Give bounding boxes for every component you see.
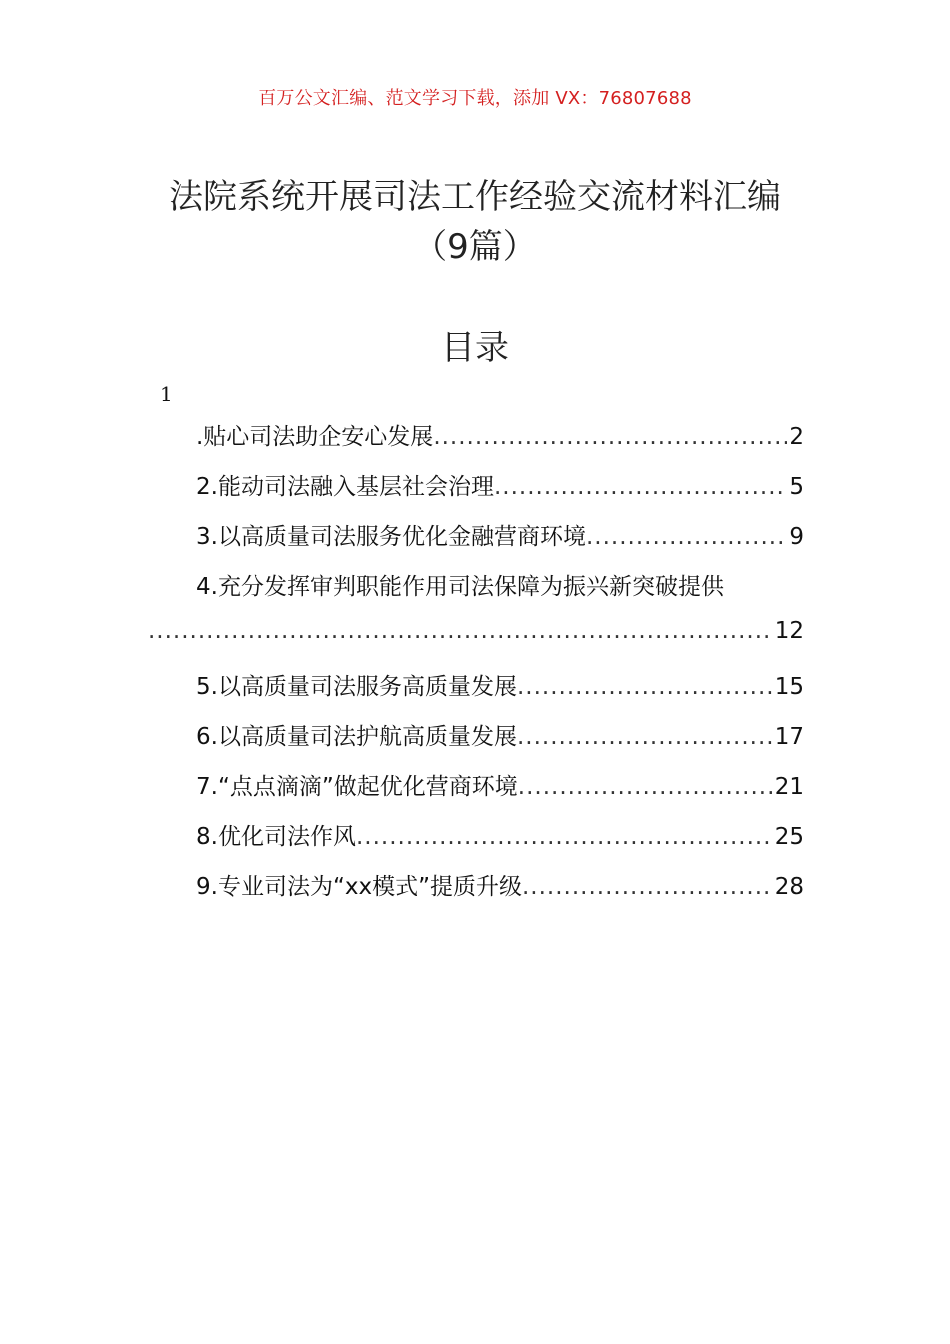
dot-leader (517, 724, 773, 750)
dot-leader (356, 824, 773, 850)
dot-leader (518, 774, 773, 800)
toc-entry-4-line-1[interactable] (148, 568, 804, 618)
dot-leader (148, 618, 773, 644)
dot-leader (433, 424, 787, 450)
toc-entry-5[interactable] (148, 668, 804, 718)
toc-entry-page: 25 (774, 824, 804, 850)
toc-entry-label: 5.以高质量司法服务高质量发展 (196, 674, 517, 700)
toc-entry-page: 5 (789, 474, 804, 500)
toc-entry-6[interactable] (148, 718, 804, 768)
toc-heading: 目录 (441, 328, 509, 368)
toc-entry-label: 9.专业司法为“xx模式”提质升级 (196, 874, 522, 900)
dot-leader (522, 874, 773, 900)
toc-entry-label: 2.能动司法融入基层社会治理 (196, 474, 494, 500)
toc-entry-1[interactable] (148, 418, 804, 468)
table-of-contents (148, 418, 804, 918)
title-line-1: 法院系统开展司法工作经验交流材料汇编 (169, 177, 781, 217)
document-title (0, 172, 950, 272)
toc-entry-9[interactable] (148, 868, 804, 918)
toc-entry-3[interactable] (148, 518, 804, 568)
toc-entry-label: 4.充分发挥审判职能作用司法保障为振兴新突破提供 (196, 574, 724, 600)
toc-entry-page: 12 (774, 618, 804, 644)
promo-header: 百万公文汇编、范文学习下载，添加 VX：76807688 (258, 88, 692, 109)
toc-entry-page: 28 (774, 874, 804, 900)
toc-entry-page: 9 (789, 524, 804, 550)
toc-entry-page: 2 (789, 424, 804, 450)
toc-entry-2[interactable] (148, 468, 804, 518)
title-line-2: （9篇） (413, 227, 537, 267)
toc-entry-page: 17 (774, 724, 804, 750)
toc-entry-label: 7.“点点滴滴”做起优化营商环境 (196, 774, 518, 800)
toc-entry-4-line-2[interactable] (148, 618, 804, 668)
stray-number: 1 (160, 382, 173, 406)
toc-entry-7[interactable] (148, 768, 804, 818)
toc-entry-page: 21 (774, 774, 804, 800)
toc-entry-label: 3.以高质量司法服务优化金融营商环境 (196, 524, 586, 550)
toc-entry-8[interactable] (148, 818, 804, 868)
dot-leader (586, 524, 787, 550)
toc-entry-label: .贴心司法助企安心发展 (196, 424, 434, 450)
toc-entry-label: 6.以高质量司法护航高质量发展 (196, 724, 517, 750)
dot-leader (517, 674, 773, 700)
dot-leader (494, 474, 787, 500)
toc-entry-label: 8.优化司法作风 (196, 824, 356, 850)
toc-entry-page: 15 (774, 674, 804, 700)
